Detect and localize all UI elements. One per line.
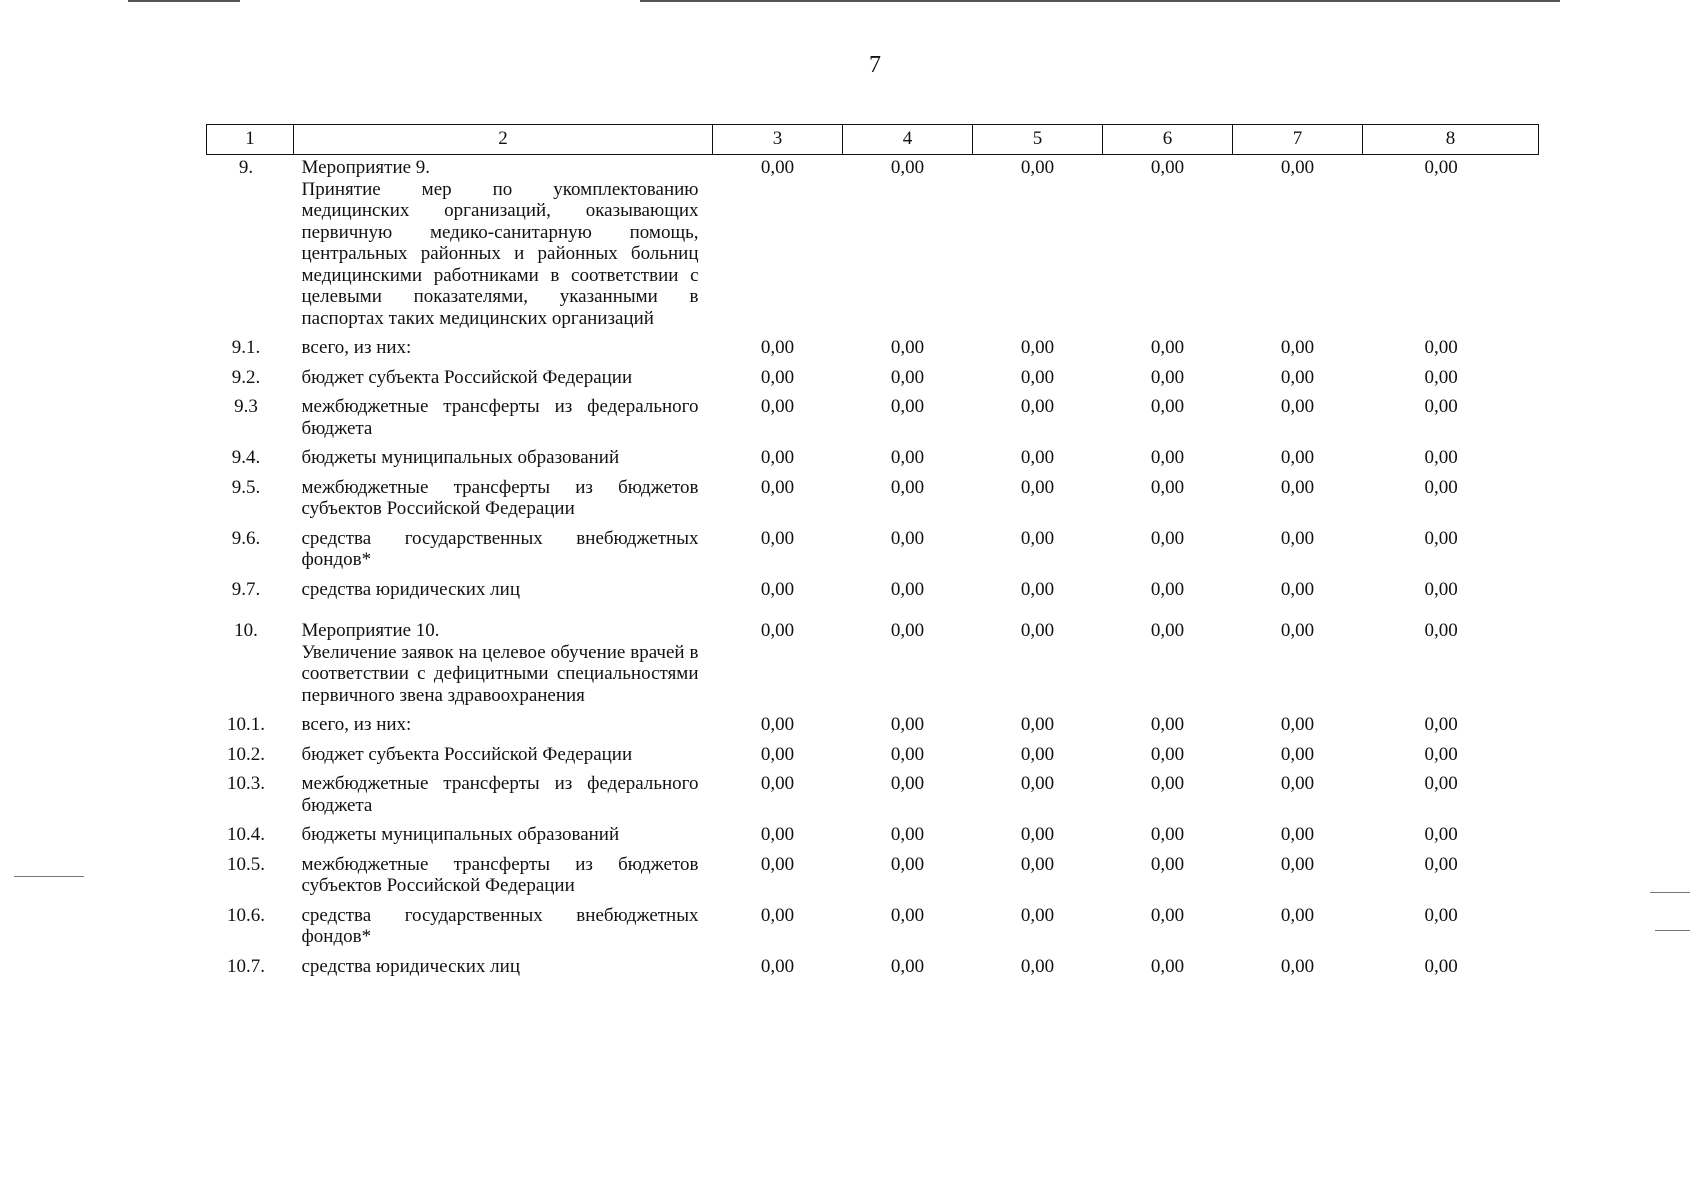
page-number: 7 [869, 52, 881, 78]
value-cell: 0,00 [890, 620, 925, 641]
value-cell: 0,00 [1020, 714, 1055, 735]
budget-table-body [207, 155, 1539, 984]
value-cell: 0,00 [760, 527, 795, 549]
value-cell: 0,00 [1424, 157, 1458, 178]
value-cell: 0,00 [760, 904, 795, 926]
value-cell: 0,00 [1424, 578, 1458, 600]
value-cell: 0,00 [1424, 773, 1458, 794]
value-cell: 0,00 [1280, 476, 1315, 498]
column-header: 3 [713, 125, 843, 155]
scan-speck [1655, 930, 1690, 931]
row-description: бюджет субъекта Российской Федерации [301, 366, 633, 388]
value-cell: 0,00 [890, 447, 925, 468]
value-cell: 0,00 [1424, 904, 1458, 926]
value-cell: 0,00 [760, 476, 795, 498]
value-cell: 0,00 [1280, 157, 1315, 178]
row-description: межбюджетные трансферты из федерального бюджета [301, 773, 699, 816]
table-row [207, 771, 1539, 822]
row-description: всего, из них: [301, 714, 412, 735]
value-cell: 0,00 [760, 157, 795, 178]
value-cell: 0,00 [1280, 578, 1315, 600]
value-cell: 0,00 [760, 620, 795, 641]
column-header: 7 [1233, 125, 1363, 155]
row-description: средства государственных внебюджетных фондов* [301, 527, 699, 570]
value-cell: 0,00 [1020, 447, 1055, 468]
row-number: 9.7. [231, 578, 261, 600]
table-row [207, 394, 1539, 445]
value-cell: 0,00 [760, 743, 795, 765]
scan-edge-line [640, 0, 1560, 2]
value-cell: 0,00 [1020, 578, 1055, 600]
value-cell: 0,00 [1020, 157, 1055, 178]
value-cell: 0,00 [1280, 620, 1315, 641]
row-number: 10.7. [227, 955, 265, 977]
row-description: Мероприятие 9. Принятие мер по укомплектованию медицинских организаций, оказывающих первичную медико-санитарную помощь, центральных районных и районных больниц медицинскими работниками в соответствии с целевыми показателями, указанными в паспортах таких медицинских организаций [301, 157, 699, 329]
value-cell: 0,00 [1280, 447, 1315, 468]
value-cell: 0,00 [890, 396, 925, 417]
value-cell: 0,00 [890, 904, 925, 926]
row-description: межбюджетные трансферты из бюджетов субъектов Российской Федерации [301, 853, 699, 896]
value-cell: 0,00 [1150, 578, 1185, 600]
budget-table-container [206, 124, 1538, 983]
value-cell: 0,00 [1280, 527, 1315, 549]
value-cell: 0,00 [1020, 527, 1055, 549]
value-cell: 0,00 [890, 366, 925, 388]
value-cell: 0,00 [1280, 743, 1315, 765]
row-number: 9.5. [231, 476, 261, 498]
value-cell: 0,00 [1280, 853, 1315, 875]
value-cell: 0,00 [1424, 447, 1458, 468]
value-cell: 0,00 [760, 337, 795, 358]
value-cell: 0,00 [760, 853, 795, 875]
value-cell: 0,00 [1424, 476, 1458, 498]
table-row [207, 822, 1539, 852]
value-cell: 0,00 [890, 527, 925, 549]
budget-table [206, 124, 1539, 983]
value-cell: 0,00 [1150, 955, 1185, 977]
scan-speck [1650, 892, 1690, 893]
value-cell: 0,00 [890, 743, 925, 765]
value-cell: 0,00 [760, 396, 795, 417]
scan-speck [14, 876, 84, 877]
row-number: 9.6. [231, 527, 261, 549]
table-row [207, 526, 1539, 577]
value-cell: 0,00 [1020, 743, 1055, 765]
value-cell: 0,00 [890, 578, 925, 600]
table-row [207, 365, 1539, 395]
row-description: всего, из них: [301, 337, 412, 358]
row-number: 10.5. [227, 853, 265, 875]
value-cell: 0,00 [1424, 527, 1458, 549]
column-header: 2 [294, 125, 713, 155]
value-cell: 0,00 [1020, 955, 1055, 977]
value-cell: 0,00 [1020, 824, 1055, 845]
value-cell: 0,00 [1020, 476, 1055, 498]
value-cell: 0,00 [1020, 337, 1055, 358]
value-cell: 0,00 [890, 853, 925, 875]
row-number: 10.6. [227, 904, 265, 926]
value-cell: 0,00 [1150, 447, 1185, 468]
table-row [207, 712, 1539, 742]
row-number: 10.2. [227, 743, 265, 765]
column-header: 4 [843, 125, 973, 155]
table-row [207, 852, 1539, 903]
column-number-header-row [207, 125, 1539, 155]
value-cell: 0,00 [1424, 337, 1458, 358]
row-description: средства юридических лиц [301, 578, 520, 600]
value-cell: 0,00 [1020, 620, 1055, 641]
value-cell: 0,00 [1424, 366, 1458, 388]
row-number: 9.4. [231, 447, 261, 468]
row-number: 9.1. [231, 337, 261, 358]
value-cell: 0,00 [1150, 337, 1185, 358]
table-row [207, 606, 1539, 712]
value-cell: 0,00 [1280, 955, 1315, 977]
value-cell: 0,00 [1150, 157, 1185, 178]
table-row [207, 577, 1539, 607]
value-cell: 0,00 [760, 578, 795, 600]
table-row [207, 475, 1539, 526]
column-header: 6 [1103, 125, 1233, 155]
value-cell: 0,00 [1150, 476, 1185, 498]
row-number: 10. [234, 620, 258, 641]
value-cell: 0,00 [760, 955, 795, 977]
table-row [207, 335, 1539, 365]
row-number: 10.1. [227, 714, 265, 735]
value-cell: 0,00 [890, 714, 925, 735]
value-cell: 0,00 [1280, 714, 1315, 735]
table-row [207, 155, 1539, 336]
value-cell: 0,00 [890, 824, 925, 845]
value-cell: 0,00 [1424, 955, 1458, 977]
value-cell: 0,00 [1150, 366, 1185, 388]
row-description: средства юридических лиц [301, 955, 520, 977]
value-cell: 0,00 [1150, 714, 1185, 735]
value-cell: 0,00 [1150, 773, 1185, 794]
table-row [207, 903, 1539, 954]
row-description: средства государственных внебюджетных фондов* [301, 904, 699, 947]
value-cell: 0,00 [1424, 824, 1458, 845]
value-cell: 0,00 [1020, 773, 1055, 794]
row-number: 9.2. [231, 366, 261, 388]
value-cell: 0,00 [1280, 824, 1315, 845]
value-cell: 0,00 [1150, 527, 1185, 549]
value-cell: 0,00 [1280, 773, 1315, 794]
value-cell: 0,00 [890, 773, 925, 794]
column-header: 8 [1363, 125, 1539, 155]
value-cell: 0,00 [1280, 904, 1315, 926]
value-cell: 0,00 [1424, 396, 1458, 417]
row-description: бюджеты муниципальных образований [301, 447, 620, 468]
value-cell: 0,00 [760, 714, 795, 735]
row-number: 10.4. [227, 824, 265, 845]
value-cell: 0,00 [760, 824, 795, 845]
value-cell: 0,00 [1150, 853, 1185, 875]
row-description: межбюджетные трансферты из бюджетов субъектов Российской Федерации [301, 476, 699, 519]
value-cell: 0,00 [760, 366, 795, 388]
row-description: бюджет субъекта Российской Федерации [301, 743, 633, 765]
value-cell: 0,00 [1150, 904, 1185, 926]
value-cell: 0,00 [890, 955, 925, 977]
row-number: 9. [238, 157, 254, 178]
column-header: 5 [973, 125, 1103, 155]
table-row [207, 742, 1539, 772]
value-cell: 0,00 [1150, 620, 1185, 641]
value-cell: 0,00 [1150, 396, 1185, 417]
scan-edge-line [128, 0, 240, 2]
value-cell: 0,00 [1280, 396, 1315, 417]
value-cell: 0,00 [1280, 337, 1315, 358]
row-description: Мероприятие 10. Увеличение заявок на целевое обучение врачей в соответствии с дефицитными специальностями первичного звена здравоохранения [301, 620, 699, 706]
value-cell: 0,00 [1424, 853, 1458, 875]
value-cell: 0,00 [1020, 366, 1055, 388]
row-description: бюджеты муниципальных образований [301, 824, 620, 845]
value-cell: 0,00 [1424, 743, 1458, 765]
value-cell: 0,00 [1020, 904, 1055, 926]
value-cell: 0,00 [760, 447, 795, 468]
value-cell: 0,00 [890, 337, 925, 358]
value-cell: 0,00 [1280, 366, 1315, 388]
value-cell: 0,00 [760, 773, 795, 794]
row-description: межбюджетные трансферты из федерального бюджета [301, 396, 699, 439]
table-row [207, 954, 1539, 984]
value-cell: 0,00 [1020, 396, 1055, 417]
value-cell: 0,00 [1020, 853, 1055, 875]
value-cell: 0,00 [890, 157, 925, 178]
value-cell: 0,00 [1150, 824, 1185, 845]
value-cell: 0,00 [1424, 620, 1458, 641]
row-number: 10.3. [227, 773, 265, 794]
row-number: 9.3 [234, 396, 258, 417]
column-header: 1 [207, 125, 294, 155]
value-cell: 0,00 [1150, 743, 1185, 765]
value-cell: 0,00 [890, 476, 925, 498]
value-cell: 0,00 [1424, 714, 1458, 735]
table-row [207, 445, 1539, 475]
